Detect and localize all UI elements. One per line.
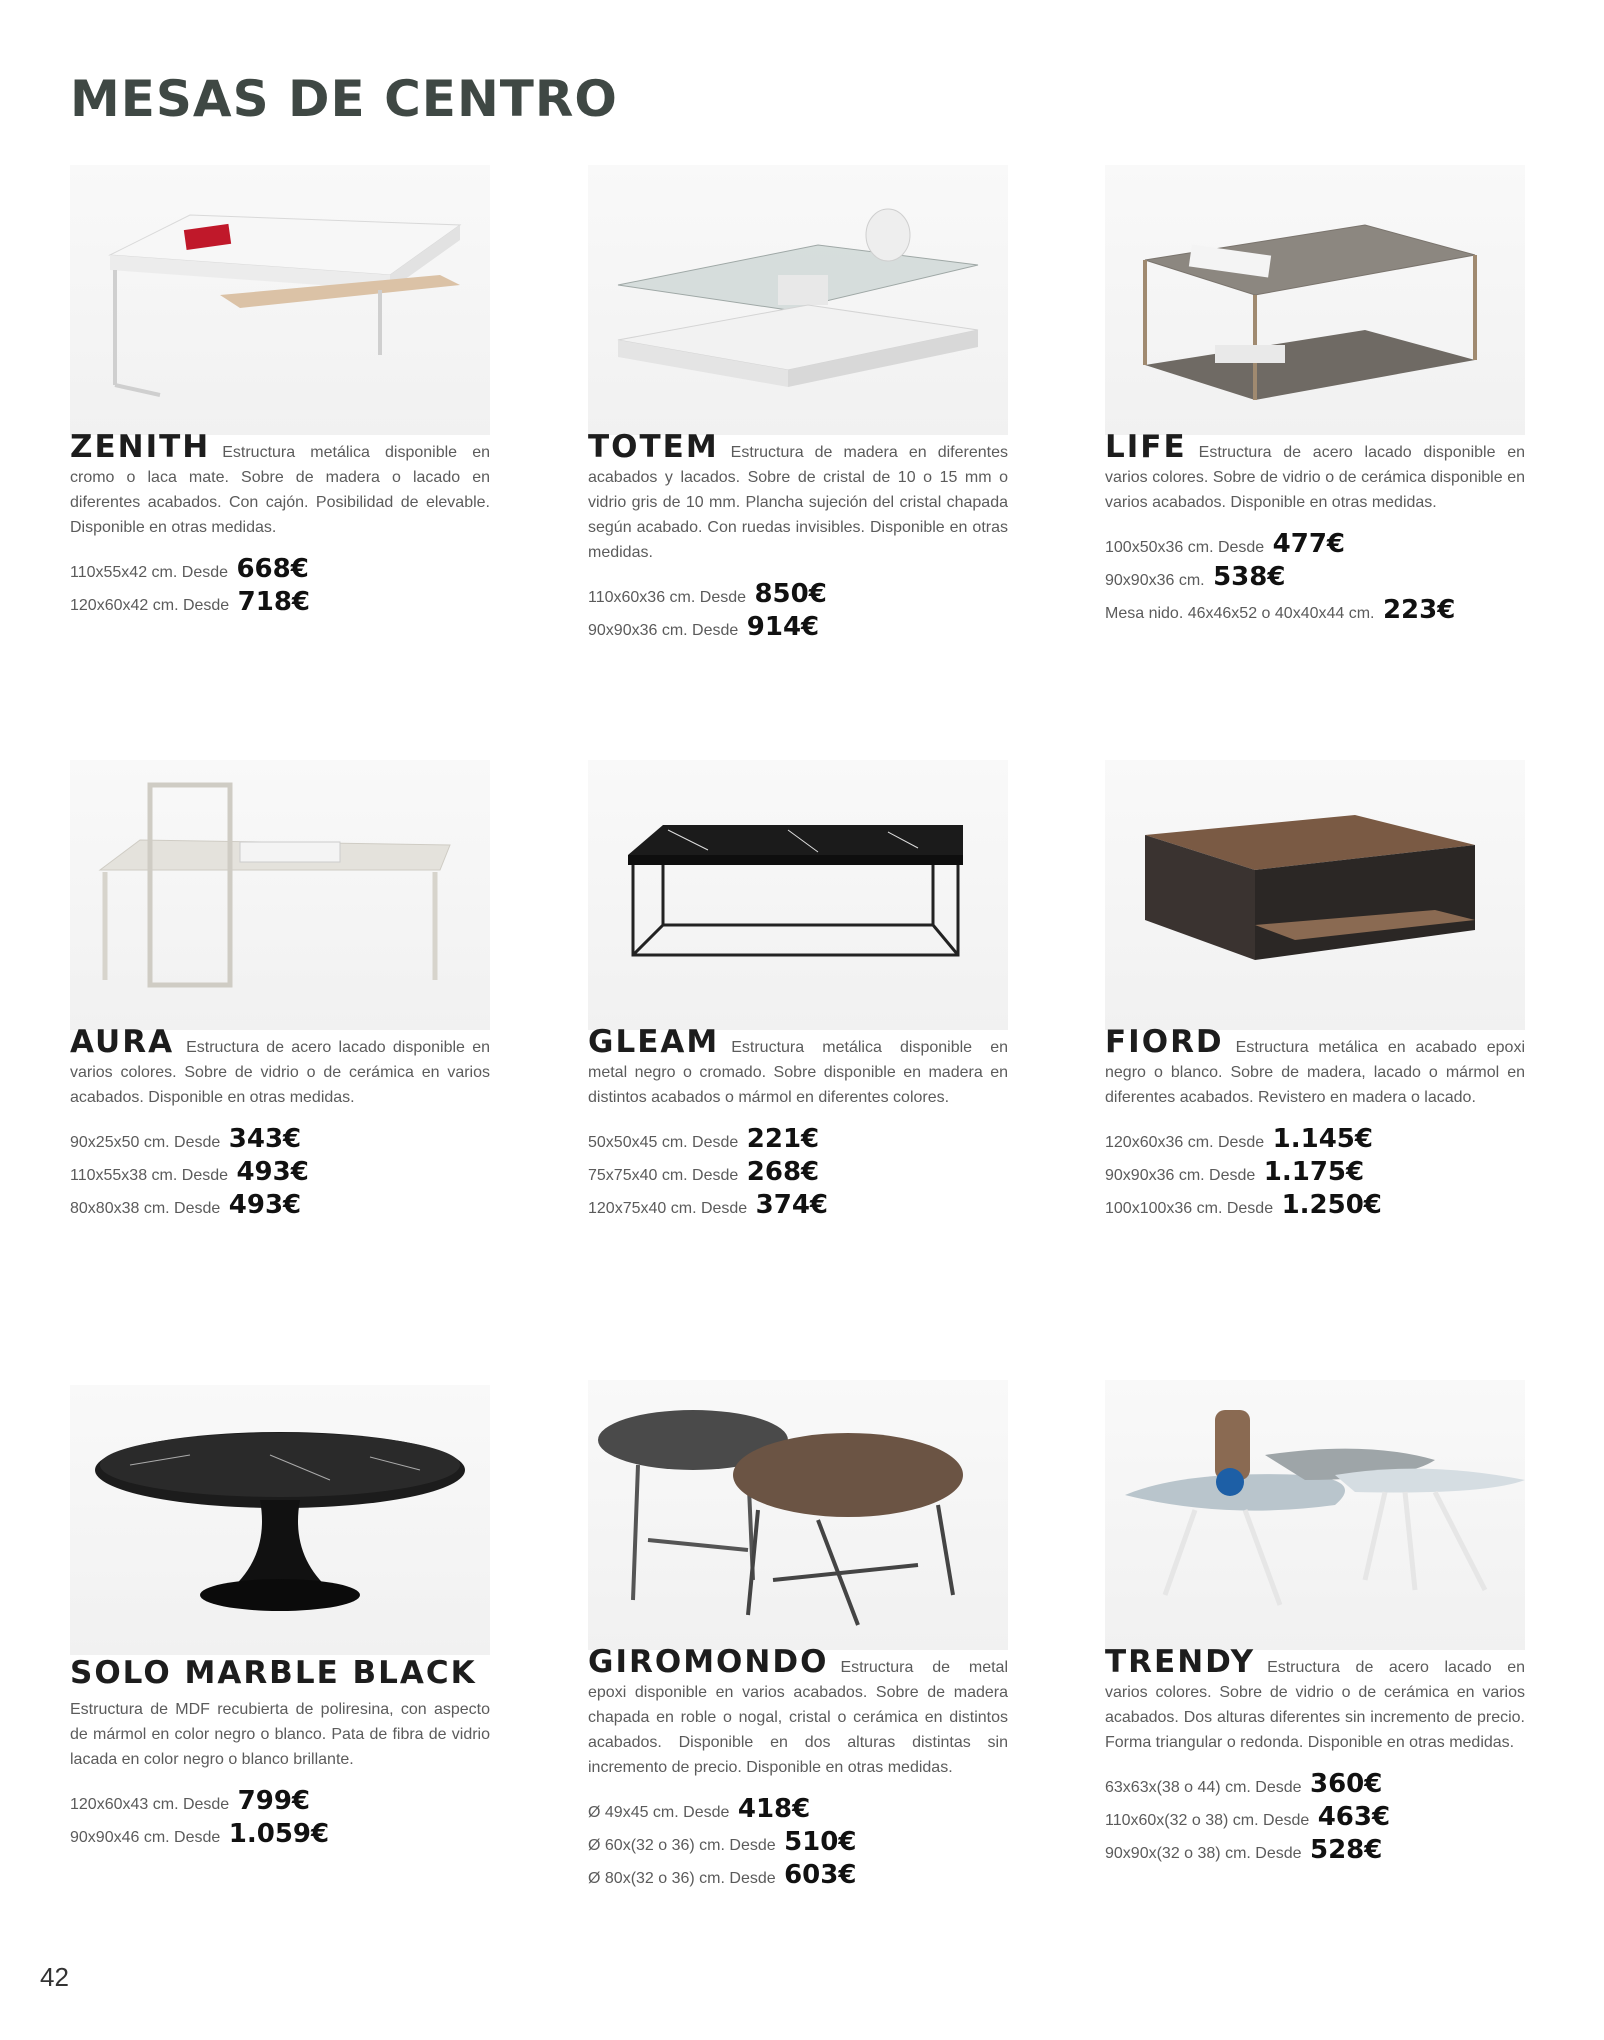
price-size: 80x80x38 cm. Desde xyxy=(70,1200,221,1217)
price-size: 90x90x46 cm. Desde xyxy=(70,1829,221,1846)
price-size: 100x100x36 cm. Desde xyxy=(1105,1200,1274,1217)
price-size: 120x60x36 cm. Desde xyxy=(1105,1134,1265,1151)
price-amount: 477€ xyxy=(1272,529,1346,559)
price-size: 90x90x36 cm. Desde xyxy=(1105,1167,1256,1184)
price-row xyxy=(70,587,490,620)
price-amount: 268€ xyxy=(746,1157,820,1187)
product-zenith xyxy=(70,165,490,620)
price-amount: 221€ xyxy=(746,1124,820,1154)
price-row xyxy=(1105,1835,1525,1868)
price-size: 90x90x36 cm. Desde xyxy=(588,622,739,639)
price-amount: 799€ xyxy=(237,1786,311,1816)
price-list xyxy=(588,579,1008,645)
price-list xyxy=(70,554,490,620)
product-photo-aura xyxy=(70,760,490,1030)
product-description: Estructura de MDF recubierta de poliresina, con aspecto de mármol en color negro o blanco. Pata de fibra de vidrio lacada en color negro o blanco brillante. xyxy=(70,1701,490,1768)
price-size: 120x60x42 cm. Desde xyxy=(70,597,230,614)
price-amount: 360€ xyxy=(1310,1769,1383,1799)
price-list xyxy=(70,1124,490,1223)
price-amount: 914€ xyxy=(746,612,820,642)
page-title: MESAS DE CENTRO xyxy=(70,70,618,128)
price-row xyxy=(1105,1802,1525,1835)
product-life xyxy=(1105,165,1525,628)
price-amount: 1.175€ xyxy=(1263,1157,1365,1187)
product-totem xyxy=(588,165,1008,645)
page-number: 42 xyxy=(40,1962,69,1992)
product-name: ZENITH xyxy=(70,429,211,465)
price-list xyxy=(588,1124,1008,1223)
price-size: Ø 80x(32 o 36) cm. Desde xyxy=(588,1870,776,1887)
price-list xyxy=(588,1794,1008,1893)
product-photo-life xyxy=(1105,165,1525,435)
price-amount: 1.059€ xyxy=(228,1819,330,1849)
price-row xyxy=(588,1157,1008,1190)
price-amount: 1.250€ xyxy=(1281,1190,1382,1220)
price-size: Ø 60x(32 o 36) cm. Desde xyxy=(588,1837,776,1854)
price-row xyxy=(1105,1157,1525,1190)
price-list xyxy=(1105,1124,1525,1223)
product-solo-marble-black xyxy=(70,1385,490,1852)
price-amount: 528€ xyxy=(1310,1835,1383,1865)
product-photo-solo-marble-black xyxy=(70,1385,490,1655)
product-description: Estructura metálica en acabado epoxi negro o blanco. Sobre de madera, lacado o mármol en diferentes acabados. Revistero en madera o lacado. xyxy=(1105,1039,1525,1106)
product-name: FIORD xyxy=(1105,1024,1224,1060)
price-row xyxy=(588,579,1008,612)
price-row xyxy=(70,1819,490,1852)
price-size: 110x60x36 cm. Desde xyxy=(588,589,747,606)
price-size: 75x75x40 cm. Desde xyxy=(588,1167,739,1184)
product-description: Estructura de metal epoxi disponible en varios acabados. Sobre de madera chapada en roble o nogal, cristal o cerámica en distintos acabados. Disponible en dos alturas distintas sin incremento de precio. Disponible en otras medidas. xyxy=(588,1659,1008,1776)
price-amount: 343€ xyxy=(228,1124,302,1154)
price-amount: 603€ xyxy=(784,1860,857,1890)
product-aura xyxy=(70,760,490,1223)
price-row xyxy=(1105,595,1525,628)
price-list xyxy=(1105,529,1525,628)
price-row xyxy=(588,1827,1008,1860)
price-amount: 718€ xyxy=(237,587,311,617)
price-amount: 538€ xyxy=(1213,562,1286,592)
price-size: 120x60x43 cm. Desde xyxy=(70,1796,230,1813)
product-name: LIFE xyxy=(1105,429,1187,465)
product-description: Estructura de acero lacado en varios colores. Sobre de vidrio o de cerámica en varios acabados. Dos alturas diferentes sin incremento de precio. Forma triangular o redonda. Disponible en otras medidas. xyxy=(1105,1659,1525,1751)
price-amount: 850€ xyxy=(754,579,827,609)
price-amount: 493€ xyxy=(228,1190,302,1220)
product-gleam xyxy=(588,760,1008,1223)
product-fiord xyxy=(1105,760,1525,1223)
product-description: Estructura metálica disponible en metal negro o cromado. Sobre disponible en madera en distintos acabados o mármol en diferentes colores. xyxy=(588,1039,1008,1106)
price-amount: 493€ xyxy=(236,1157,309,1187)
price-size: 110x55x38 cm. Desde xyxy=(70,1167,229,1184)
price-size: 120x75x40 cm. Desde xyxy=(588,1200,748,1217)
price-list xyxy=(70,1786,490,1852)
product-photo-totem xyxy=(588,165,1008,435)
price-list xyxy=(1105,1769,1525,1868)
price-size: 110x60x(32 o 38) cm. Desde xyxy=(1105,1812,1310,1829)
price-row xyxy=(1105,529,1525,562)
price-amount: 510€ xyxy=(784,1827,857,1857)
product-description: Estructura metálica disponible en cromo o laca mate. Sobre de madera o lacado en diferentes acabados. Con cajón. Posibilidad de elevable. Disponible en otras medidas. xyxy=(70,444,490,536)
product-name: GLEAM xyxy=(588,1024,720,1060)
product-photo-giromondo xyxy=(588,1380,1008,1650)
product-photo-fiord xyxy=(1105,760,1525,1030)
product-name: GIROMONDO xyxy=(588,1644,829,1680)
product-description: Estructura de acero lacado disponible en varios colores. Sobre de vidrio o de cerámica disponible en varios acabados. Disponible en otras medidas. xyxy=(1105,444,1525,511)
price-row xyxy=(588,1190,1008,1223)
price-amount: 374€ xyxy=(755,1190,829,1220)
price-row xyxy=(70,554,490,587)
price-amount: 1.145€ xyxy=(1272,1124,1373,1154)
product-name: TRENDY xyxy=(1105,1644,1256,1680)
price-size: 63x63x(38 o 44) cm. Desde xyxy=(1105,1779,1302,1796)
price-size: 90x90x(32 o 38) cm. Desde xyxy=(1105,1845,1302,1862)
price-size: Ø 49x45 cm. Desde xyxy=(588,1804,730,1821)
product-giromondo xyxy=(588,1380,1008,1893)
product-photo-gleam xyxy=(588,760,1008,1030)
price-size: 100x50x36 cm. Desde xyxy=(1105,539,1265,556)
price-amount: 668€ xyxy=(236,554,309,584)
price-size: Mesa nido. 46x46x52 o 40x40x44 cm. xyxy=(1105,605,1375,622)
product-name: SOLO MARBLE BLACK xyxy=(70,1655,477,1691)
price-size: 50x50x45 cm. Desde xyxy=(588,1134,739,1151)
price-row xyxy=(1105,1769,1525,1802)
price-row xyxy=(588,1794,1008,1827)
product-name: AURA xyxy=(70,1024,175,1060)
price-row xyxy=(588,612,1008,645)
product-name: TOTEM xyxy=(588,429,719,465)
price-row xyxy=(1105,1190,1525,1223)
price-size: 110x55x42 cm. Desde xyxy=(70,564,229,581)
price-size: 90x90x36 cm. xyxy=(1105,572,1205,589)
price-row xyxy=(1105,562,1525,595)
product-description: Estructura de madera en diferentes acabados y lacados. Sobre de cristal de 10 o 15 mm o vidrio gris de 10 mm. Plancha sujeción del cristal chapada según acabado. Con ruedas invisibles. Disponible en otras medidas. xyxy=(588,444,1008,561)
price-row xyxy=(588,1124,1008,1157)
price-amount: 463€ xyxy=(1317,1802,1391,1832)
product-photo-zenith xyxy=(70,165,490,435)
price-amount: 418€ xyxy=(737,1794,811,1824)
price-row xyxy=(70,1124,490,1157)
price-row xyxy=(1105,1124,1525,1157)
product-trendy xyxy=(1105,1380,1525,1868)
price-row xyxy=(70,1786,490,1819)
price-row xyxy=(70,1190,490,1223)
product-description: Estructura de acero lacado disponible en varios colores. Sobre de vidrio o de cerámica en varios acabados. Disponible en otras medidas. xyxy=(70,1039,490,1106)
price-amount: 223€ xyxy=(1382,595,1456,625)
price-row xyxy=(588,1860,1008,1893)
price-row xyxy=(70,1157,490,1190)
price-size: 90x25x50 cm. Desde xyxy=(70,1134,221,1151)
product-photo-trendy xyxy=(1105,1380,1525,1650)
